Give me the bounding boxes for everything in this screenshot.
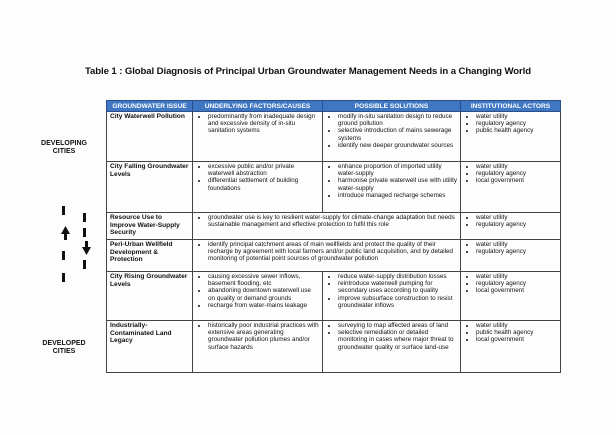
factors-cell: [193, 321, 323, 373]
solutions-cell: [323, 272, 461, 321]
developed-cities-label: DEVELOPED CITIES: [42, 340, 86, 355]
actors-cell: [461, 213, 561, 240]
page-title: Table 1 : Global Diagnosis of Principal Urban Groundwater Management Needs in a Changing World: [84, 66, 531, 77]
issue-cell: Peri-Urban Wellfield Development & Protection: [107, 240, 193, 272]
diagnosis-table: [106, 100, 561, 373]
solutions-cell: [323, 112, 461, 162]
arrow-up-icon: [61, 226, 70, 240]
bullet-list: [196, 113, 319, 135]
bullet-list: [464, 214, 557, 228]
bullet-list: [196, 241, 457, 263]
table-header-row: [107, 101, 561, 112]
developing-cities-label: DEVELOPING CITIES: [41, 140, 87, 155]
list-item: • water utility: [476, 214, 557, 221]
arrow-down-icon: [82, 241, 91, 255]
list-item: • water utility: [476, 273, 557, 280]
axis-dash: [62, 251, 65, 260]
development-axis: [22, 103, 106, 365]
bullet-list: [196, 163, 319, 192]
list-item: • local government: [476, 287, 557, 294]
list-item: • causing excessive sewer inflows, basement flooding, etc: [208, 273, 319, 287]
list-item: • introduce managed recharge schemes: [338, 192, 457, 199]
bullet-list: [196, 273, 319, 309]
header-institutional-actors: INSTITUTIONAL ACTORS: [461, 101, 561, 112]
actors-cell: [461, 321, 561, 373]
list-item: • identify principal catchment areas of main wellfields and protect the quality of their recharge by agreement with local farmers and/or public land acquisition, and by detailed monitoring of potential point sources of groundwater pollution: [208, 241, 457, 263]
bullet-list: [464, 163, 557, 185]
list-item: • regulatory agency: [476, 120, 557, 127]
merged-description-cell: [193, 213, 461, 240]
bullet-list: [464, 322, 557, 344]
actors-cell: [461, 162, 561, 213]
list-item: • improve subsurface construction to resist groundwater inflows: [338, 295, 457, 309]
table-row: [107, 240, 561, 272]
list-item: • regulatory agency: [476, 248, 557, 255]
list-item: • selective introduction of mains sewerage systems: [338, 127, 457, 141]
axis-dash: [83, 228, 86, 237]
axis-dash: [62, 273, 65, 282]
issue-cell: Industrially-Contaminated Land Legacy: [107, 321, 193, 373]
bullet-list: [326, 273, 457, 309]
factors-cell: [193, 112, 323, 162]
factors-cell: [193, 162, 323, 213]
list-item: • historically poor industrial practices with extensive areas generating groundwater pollution plumes and/or surface hazards: [208, 322, 319, 351]
list-item: • regulatory agency: [476, 280, 557, 287]
bullet-list: [326, 322, 457, 351]
header-groundwater-issue: GROUNDWATER ISSUE: [107, 101, 193, 112]
bullet-list: [196, 214, 457, 228]
list-item: • enhance proportion of imported utility water-supply: [338, 163, 457, 177]
list-item: • surveying to map affected areas of land: [338, 322, 457, 329]
bullet-list: [464, 241, 557, 255]
list-item: • water utility: [476, 163, 557, 170]
list-item: • excessive public and/or private waterwell abstraction: [208, 163, 319, 177]
issue-cell: City Waterwell Pollution: [107, 112, 193, 162]
list-item: • abandoning downtown waterwell use on quality or demand grounds: [208, 287, 319, 301]
issue-cell: City Falling Groundwater Levels: [107, 162, 193, 213]
list-item: • identify new deeper groundwater sources: [338, 142, 457, 149]
list-item: • regulatory agency: [476, 221, 557, 228]
list-item: • reintroduce waterwell pumping for secondary uses according to quality: [338, 280, 457, 294]
issue-cell: City Rising Groundwater Levels: [107, 272, 193, 321]
list-item: • public health agency: [476, 127, 557, 134]
axis-dash: [83, 213, 86, 222]
axis-dash: [62, 206, 65, 215]
list-item: • local government: [476, 177, 557, 184]
list-item: • harmonise private waterwell use with utility water-supply: [338, 177, 457, 191]
list-item: • groundwater use is key to resilient water-supply for climate-change adaptation but needs sustainable management and effective protection to fulfil this role: [208, 214, 457, 228]
list-item: • reduce water-supply distribution losses: [338, 273, 457, 280]
header-underlying-factors: UNDERLYING FACTORS/CAUSES: [193, 101, 323, 112]
table-row: [107, 112, 561, 162]
bullet-list: [326, 113, 457, 149]
table-row: [107, 321, 561, 373]
list-item: • regulatory agency: [476, 170, 557, 177]
list-item: • local government: [476, 336, 557, 343]
list-item: • public health agency: [476, 329, 557, 336]
list-item: • differential settlement of building foundations: [208, 177, 319, 191]
bullet-list: [464, 273, 557, 295]
bullet-list: [464, 113, 557, 135]
list-item: • predominantly from inadequate design and excessive density of in-situ sanitation systems: [208, 113, 319, 135]
merged-description-cell: [193, 240, 461, 272]
table-row: [107, 213, 561, 240]
axis-dash: [83, 260, 86, 269]
actors-cell: [461, 240, 561, 272]
bullet-list: [196, 322, 319, 351]
solutions-cell: [323, 321, 461, 373]
list-item: • water utility: [476, 322, 557, 329]
table-row: [107, 162, 561, 213]
issue-cell: Resource Use to Improve Water-Supply Security: [107, 213, 193, 240]
factors-cell: [193, 272, 323, 321]
list-item: • selective remediation or detailed monitoring in cases where major threat to groundwater quality or surface land-use: [338, 329, 457, 351]
table-row: [107, 272, 561, 321]
list-item: • water utility: [476, 241, 557, 248]
header-possible-solutions: POSSIBLE SOLUTIONS: [323, 101, 461, 112]
list-item: • modify in-situ sanitation design to reduce ground pollution: [338, 113, 457, 127]
actors-cell: [461, 272, 561, 321]
list-item: • water utility: [476, 113, 557, 120]
solutions-cell: [323, 162, 461, 213]
bullet-list: [326, 163, 457, 199]
list-item: • recharge from water-mains leakage: [208, 302, 319, 309]
actors-cell: [461, 112, 561, 162]
